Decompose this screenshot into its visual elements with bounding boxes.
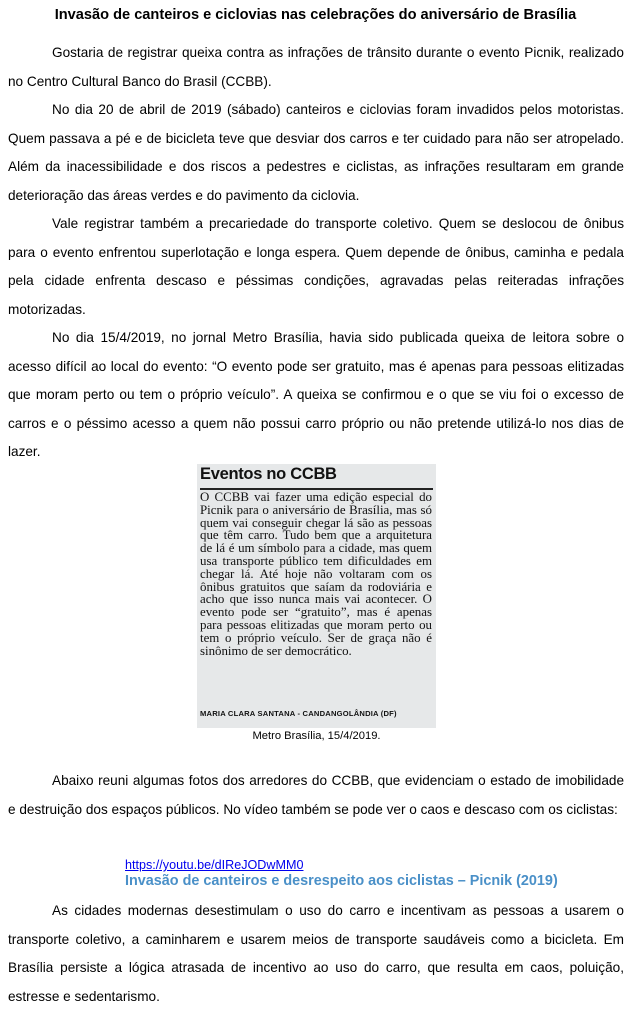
video-title: Invasão de canteiros e desrespeito aos ciclistas – Picnik (2019)	[125, 873, 558, 889]
clipping-caption: Metro Brasília, 15/4/2019.	[252, 730, 381, 742]
paragraph-newspaper-reference: No dia 15/4/2019, no jornal Metro Brasília, havia sido publicada queixa de leitora sobre o acesso difícil ao local do evento: “O evento pode ser gratuito, mas é apenas para pessoas elitizadas que moram perto ou tem o próprio veículo”. A queixa se confirmou e o que se viu foi o excesso de carros e o péssimo acesso a quem não possui carro próprio ou não pretende utilizá-lo nos dias de lazer.	[8, 330, 624, 460]
paragraph-public-transport: Vale registrar também a precariedade do transporte coletivo. Quem se deslocou de ônibus para o evento enfrentou superlotação e longa espera. Quem depende de ônibus, caminha e pedala pela cidade enfrenta descaso e péssimas condições, agravadas pelas reiteradas infrações motorizadas.	[8, 216, 624, 317]
clipping-heading: Eventos no CCBB	[200, 465, 337, 483]
paragraph-photos-intro: Abaixo reuni algumas fotos dos arredores do CCBB, que evidenciam o estado de imobilidade e destruição dos espaços públicos. No vídeo também se pode ver o caos e descaso com os ciclistas:	[8, 773, 624, 817]
video-link[interactable]: https://youtu.be/dIReJODwMM0	[125, 858, 304, 872]
document-title: Invasão de canteiros e ciclovias nas celebrações do aniversário de Brasília	[54, 7, 577, 23]
paragraph-complaint-intro: Gostaria de registrar queixa contra as infrações de trânsito durante o evento Picnik, realizado no Centro Cultural Banco do Brasil (CCBB).	[8, 45, 624, 89]
clipping-body-text: O CCBB vai fazer uma edição especial do Picnik para o aniversário de Brasília, mas só quem vai conseguir chegar lá são as pessoas que têm carro. Tudo bem que a arquitetura de lá é um símbolo para a cidade, mas quem usa transporte público tem dificuldades em chegar lá. Até hoje não voltaram com os ônibus gratuitos que saíam da rodoviária e acho que isso nunca mais vai acontecer. O evento pode ser “gratuito”, mas é apenas para pessoas elitizadas que moram perto ou tem o próprio veículo. Ser de graça não é sinônimo de ser democrático.	[200, 490, 432, 658]
paragraph-invasion-details: No dia 20 de abril de 2019 (sábado) canteiros e ciclovias foram invadidos pelos motoristas. Quem passava a pé e de bicicleta teve que desviar dos carros e ter cuidado para não ser atropelado. Além da inacessibilidade e dos riscos a pedestres e ciclistas, as infrações resultaram em grande deterioração das áreas verdes e do pavimento da ciclovia.	[8, 102, 624, 203]
clipping-author: MARIA CLARA SANTANA - CANDANGOLÂNDIA (DF)	[200, 709, 397, 718]
newspaper-clipping-image	[197, 464, 436, 728]
paragraph-conclusion: As cidades modernas desestimulam o uso do carro e incentivam as pessoas a usarem o transporte coletivo, a caminharem e usarem meios de transporte saudáveis como a bicicleta. Em Brasília persiste a lógica atrasada de incentivo ao uso do carro, que resulta em caos, poluição, estresse e sedentarismo.	[8, 903, 624, 1004]
